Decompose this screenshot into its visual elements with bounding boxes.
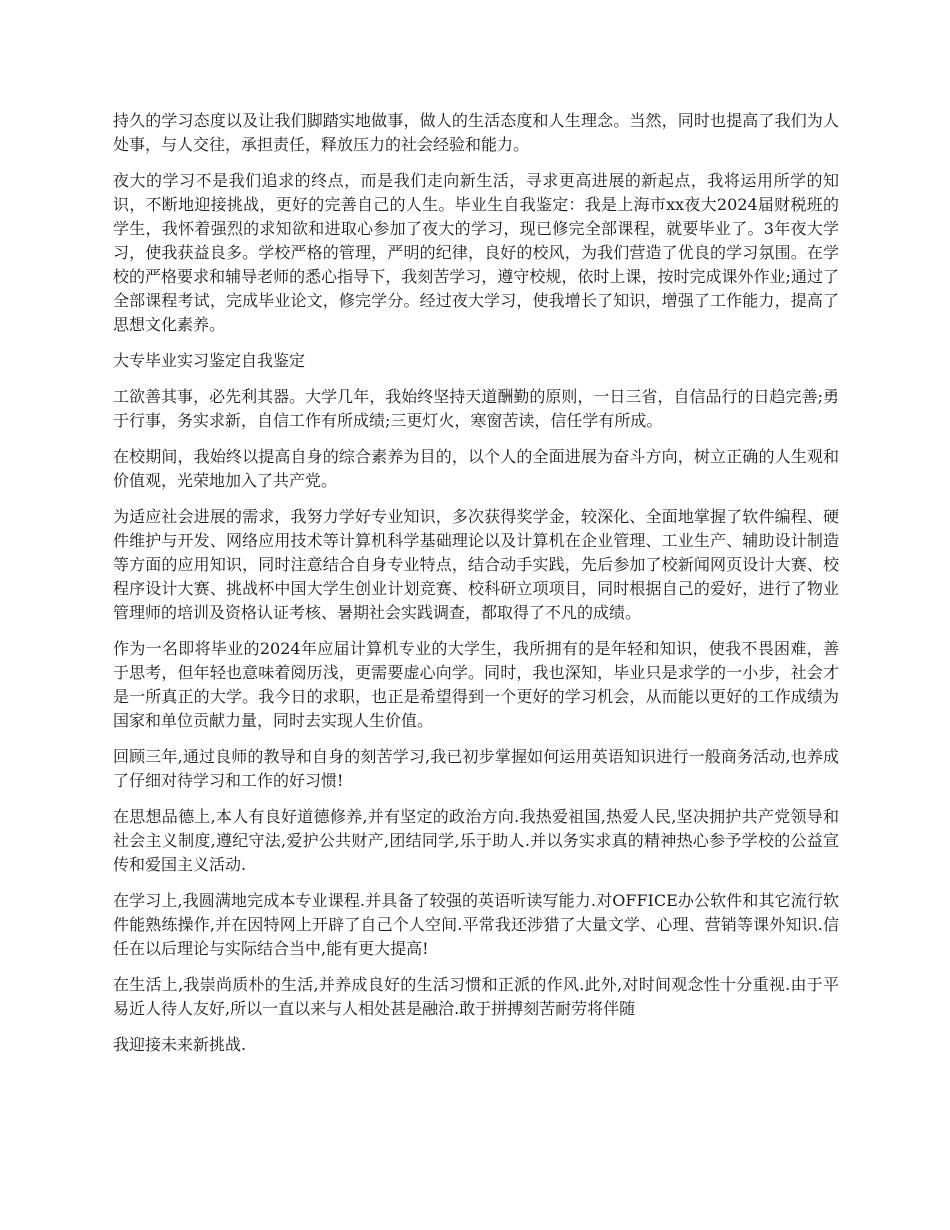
paragraph: 工欲善其事，必先利其器。大学几年，我始终坚持天道酬勤的原则，一日三省，自信品行的日趋完善;勇于行事，务实求新，自信工作有所成绩;三更灯火，寒窗苦读，信任学有所成。 [113, 387, 839, 430]
paragraph: 在校期间，我始终以提高自身的综合素养为目的，以个人的全面进展为奋斗方向，树立正确的人生观和价值观，光荣地加入了共产党。 [113, 447, 839, 490]
section-heading: 大专毕业实习鉴定自我鉴定 [113, 351, 306, 370]
paragraph: 在生活上,我崇尚质朴的生活,并养成良好的生活习惯和正派的作风.此外,对时间观念性十分重视.由于平易近人待人友好,所以一直以来与人相处甚是融洽.敢于拼搏刻苦耐劳将伴随 [113, 975, 839, 1018]
document-body [113, 109, 839, 1069]
paragraph: 在思想品德上,本人有良好道德修养,并有坚定的政治方向.我热爱祖国,热爱人民,坚决拥护共产党领导和社会主义制度,遵纪守法,爱护公共财产,团结同学,乐于助人.并以务实求真的精神热心参予学校的公益宣传和爱国主义活动. [113, 807, 839, 874]
paragraph: 作为一名即将毕业的2024年应届计算机专业的大学生，我所拥有的是年轻和知识，使我不畏困难，善于思考，但年轻也意味着阅历浅，更需要虚心向学。同时，我也深知，毕业只是求学的一小步，社会才是一所真正的大学。我今日的求职，也正是希望得到一个更好的学习机会，从而能以更好的工作成绩为国家和单位贡献力量，同时去实现人生价值。 [113, 639, 839, 730]
paragraph: 为适应社会进展的需求，我努力学好专业知识，多次获得奖学金，较深化、全面地掌握了软件编程、硬件维护与开发、网络应用技术等计算机科学基础理论以及计算机在企业管理、工业生产、辅助设计制造等方面的应用知识，同时注意结合自身专业特点，结合动手实践，先后参加了校新闻网页设计大赛、校程序设计大赛、挑战杯中国大学生创业计划竞赛、校科研立项项目，同时根据自己的爱好，进行了物业管理师的培训及资格认证考核、暑期社会实践调查，都取得了不凡的成绩。 [113, 507, 839, 622]
paragraph: 持久的学习态度以及让我们脚踏实地做事，做人的生活态度和人生理念。当然，同时也提高了我们为人处事，与人交往，承担责任，释放压力的社会经验和能力。 [113, 111, 839, 154]
paragraph: 夜大的学习不是我们追求的终点，而是我们走向新生活，寻求更高进展的新起点，我将运用所学的知识，不断地迎接挑战，更好的完善自己的人生。毕业生自我鉴定：我是上海市xx夜大2024届财税班的学生，我怀着强烈的求知欲和进取心参加了夜大的学习，现已修完全部课程，就要毕业了。3年夜大学习，使我获益良多。学校严格的管理，严明的纪律，良好的校风，为我们营造了优良的学习氛围。在学校的严格要求和辅导老师的悉心指导下，我刻苦学习，遵守校规，依时上课，按时完成课外作业;通过了全部课程考试，完成毕业论文，修完学分。经过夜大学习，使我增长了知识，增强了工作能力，提高了思想文化素养。 [113, 171, 839, 334]
paragraph: 我迎接未来新挑战. [113, 1035, 247, 1054]
paragraph: 回顾三年,通过良师的教导和自身的刻苦学习,我已初步掌握如何运用英语知识进行一般商务活动,也养成了仔细对待学习和工作的好习惯! [113, 747, 839, 790]
paragraph: 在学习上,我圆满地完成本专业课程.并具备了较强的英语听读写能力.对OFFICE办公软件和其它流行软件能熟练操作,并在因特网上开辟了自己个人空间.平常我还涉猎了大量文学、心理、营销等课外知识.信任在以后理论与实际结合当中,能有更大提高! [113, 891, 839, 958]
